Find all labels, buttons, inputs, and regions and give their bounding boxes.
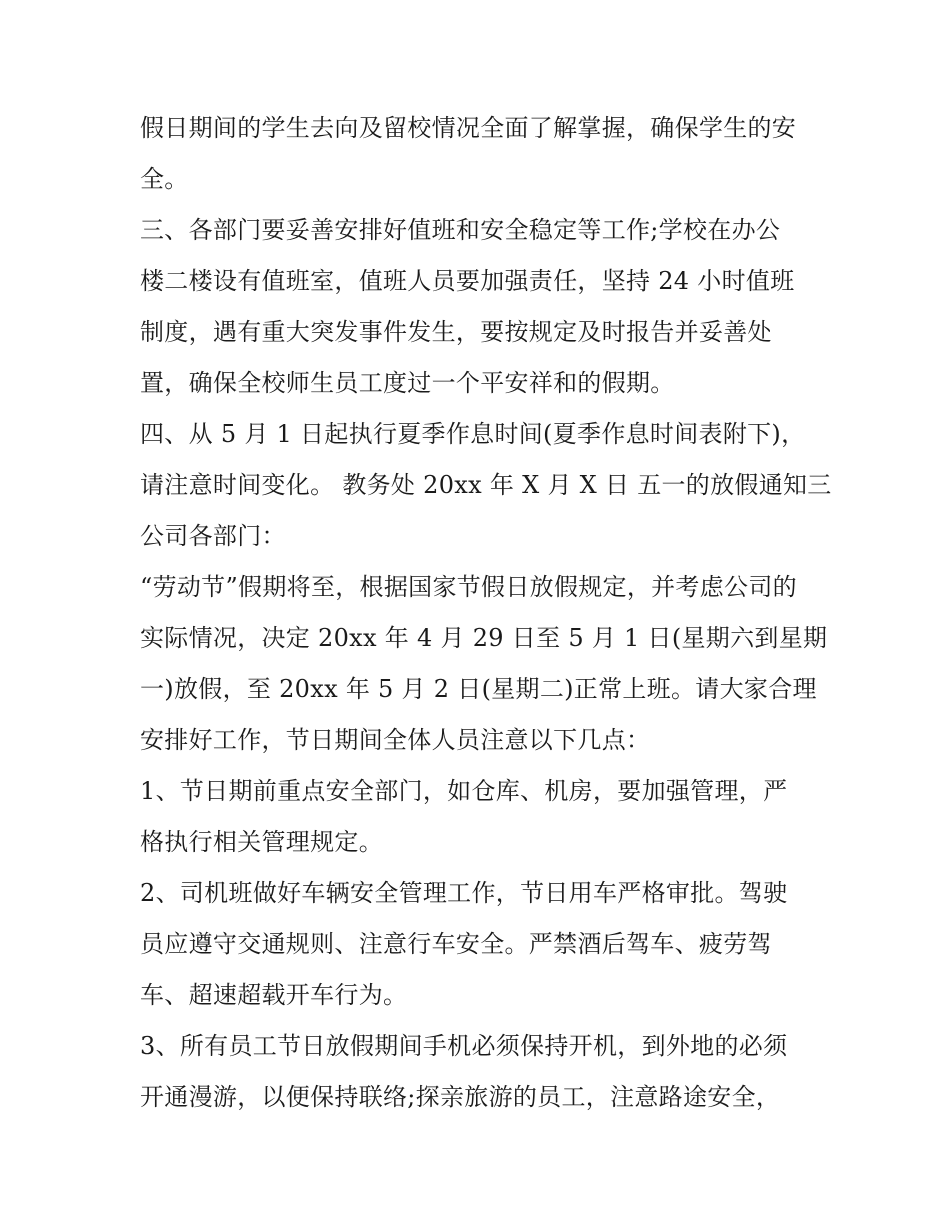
- document-body: [140, 103, 830, 1123]
- text-line: 2、司机班做好车辆安全管理工作，节日用车严格审批。驾驶: [140, 879, 788, 907]
- text-line: 公司各部门：: [140, 522, 286, 550]
- text-line: 开通漫游，以便保持联络;探亲旅游的员工，注意路途安全，: [140, 1083, 781, 1111]
- text-line: 请注意时间变化。 教务处 20xx 年 X 月 X 日 五一的放假通知三: [140, 471, 832, 499]
- text-line: “劳动节”假期将至，根据国家节假日放假规定，并考虑公司的: [140, 573, 797, 601]
- text-line: 置，确保全校师生员工度过一个平安祥和的假期。: [140, 369, 675, 397]
- text-line: 格执行相关管理规定。: [140, 828, 383, 856]
- text-line: 制度，遇有重大突发事件发生，要按规定及时报告并妥善处: [140, 318, 772, 346]
- text-line: 员应遵守交通规则、注意行车安全。严禁酒后驾车、疲劳驾: [140, 930, 772, 958]
- text-line: 安排好工作，节日期间全体人员注意以下几点：: [140, 726, 651, 754]
- text-line: 一)放假，至 20xx 年 5 月 2 日(星期二)正常上班。请大家合理: [140, 675, 817, 703]
- text-line: 三、各部门要妥善安排好值班和安全稳定等工作;学校在办公: [140, 216, 781, 244]
- text-line: 四、从 5 月 1 日起执行夏季作息时间(夏季作息时间表附下)，: [140, 420, 806, 448]
- text-line: 车、超速超载开车行为。: [140, 981, 408, 1009]
- text-line: 3、所有员工节日放假期间手机必须保持开机，到外地的必须: [140, 1032, 788, 1060]
- text-line: 楼二楼设有值班室，值班人员要加强责任，坚持 24 小时值班: [140, 267, 795, 295]
- text-line: 全。: [140, 165, 189, 193]
- text-line: 1、节日期前重点安全部门，如仓库、机房，要加强管理，严: [140, 777, 788, 805]
- text-line: 实际情况，决定 20xx 年 4 月 29 日至 5 月 1 日(星期六到星期: [140, 624, 828, 652]
- text-line: 假日期间的学生去向及留校情况全面了解掌握，确保学生的安: [140, 114, 797, 142]
